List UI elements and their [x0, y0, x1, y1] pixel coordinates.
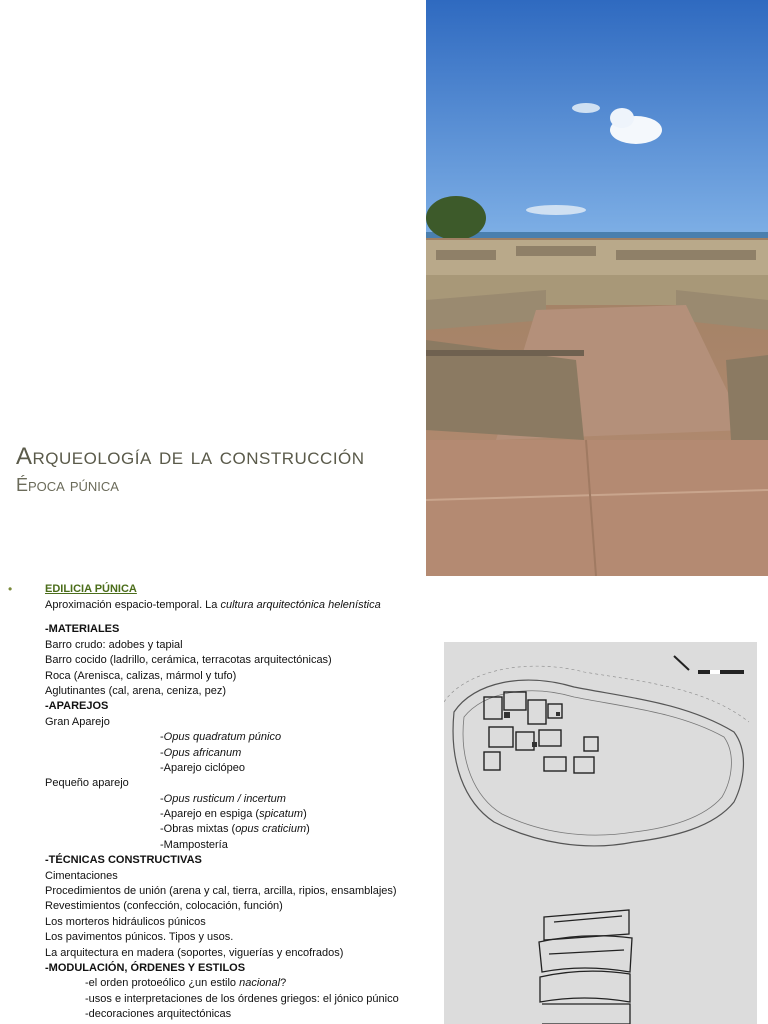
aparejo-item: -Mampostería [160, 838, 228, 851]
title-block [16, 443, 365, 496]
tecnica-item: Revestimientos (confección, colocación, función) [45, 900, 283, 913]
material-item: Roca (Arenisca, calizas, mármol y tufo) [45, 669, 237, 682]
gran-aparejo: Gran Aparejo [45, 715, 110, 728]
section-heading: EDILICIA PÚNICA [45, 583, 137, 595]
notes-lines [45, 598, 435, 1023]
slide-subtitle: Época púnica [16, 475, 119, 495]
tecnicas-heading: -TÉCNICAS CONSTRUCTIVAS [45, 854, 202, 867]
ruins-photo [426, 0, 768, 576]
modulacion-heading: -MODULACIÓN, ÓRDENES Y ESTILOS [45, 961, 246, 974]
orden-item: -usos e interpretaciones de los órdenes griegos: el jónico púnico [85, 992, 399, 1005]
slide-title: Arqueología de la construcción [16, 443, 365, 470]
aparejo-item: -Opus quadratum púnico [160, 731, 282, 744]
material-item: Barro cocido (ladrillo, cerámica, terracotas arquitectónicas) [45, 654, 332, 667]
aparejo-item: -Aparejo en espiga (spicatum) [160, 808, 307, 821]
aparejo-item: -Aparejo ciclópeo [160, 761, 245, 774]
materiales-heading: -MATERIALES [45, 623, 120, 636]
material-item: Barro crudo: adobes y tapial [45, 638, 183, 651]
material-item: Aglutinantes (cal, arena, ceniza, pez) [45, 684, 226, 697]
intro-text: Aproximación espacio-temporal. La [45, 599, 221, 611]
orden-item: -decoraciones arquitectónicas [85, 1008, 232, 1021]
aparejo-item: -Opus rusticum / incertum [160, 792, 286, 805]
orden-item: -el orden protoeólico ¿un estilo nacional? [85, 977, 287, 990]
intro-line [45, 598, 435, 613]
tecnica-item: Cimentaciones [45, 869, 118, 882]
tecnica-item: Procedimientos de unión (arena y cal, tierra, arcilla, ripios, ensamblajes) [45, 885, 397, 898]
aparejo-item: -Opus africanum [160, 746, 242, 759]
aparejos-heading: -APAREJOS [45, 700, 109, 713]
intro-italic: cultura arquitectónica helenística [220, 599, 381, 611]
site-plan-drawing [444, 642, 757, 1024]
tecnica-item: Los pavimentos púnicos. Tipos y usos. [45, 931, 234, 944]
aparejo-item: -Obras mixtas (opus craticium) [160, 823, 310, 836]
pequeno-aparejo: Pequeño aparejo [45, 777, 129, 790]
tecnica-item: La arquitectura en madera (soportes, viguerías y encofrados) [45, 946, 344, 959]
tecnica-item: Los morteros hidráulicos púnicos [45, 915, 206, 928]
bullet-marker: • [8, 582, 13, 596]
